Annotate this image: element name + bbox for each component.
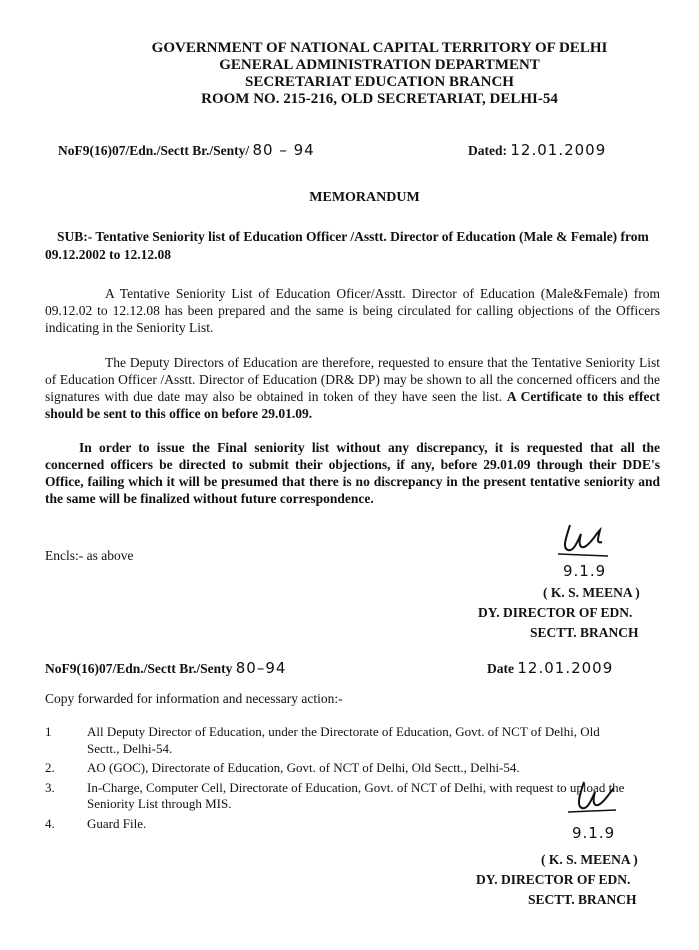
- signatory-branch: SECTT. BRANCH: [528, 892, 637, 907]
- handwritten-date: 12.01.2009: [510, 141, 607, 159]
- letterhead-line-2: GENERAL ADMINISTRATION DEPARTMENT: [219, 57, 540, 73]
- signatory-branch: SECTT. BRANCH: [530, 625, 639, 640]
- handwritten-reference: 80 – 94: [252, 141, 315, 159]
- letterhead: [0, 40, 699, 108]
- date-label: Dated:: [468, 143, 507, 158]
- letterhead-line-3: SECRETARIAT EDUCATION BRANCH: [245, 74, 514, 90]
- list-item-number: 3.: [45, 779, 55, 795]
- date-bottom: [487, 659, 613, 677]
- paragraph-1: A Tentative Seniority List of Education Oficer/Asstt. Director of Education (Male&Female) from 09.12.02 to 12.12.08 has been prepared and the same is being circulated for calling objections of the Officers indicating in the Seniority List.: [45, 286, 660, 335]
- signature-2-date: 9.1.9: [572, 824, 616, 842]
- handwritten-date-bottom: 12.01.2009: [517, 659, 614, 677]
- enclosure-note: Encls:- as above: [45, 548, 134, 563]
- reference-number-top: [58, 141, 315, 159]
- letterhead-line-1: GOVERNMENT OF NATIONAL CAPITAL TERRITORY OF DELHI: [151, 40, 608, 56]
- list-item-number: 1: [45, 724, 52, 739]
- reference-prefix: NoF9(16)07/Edn./Sectt Br./Senty/: [58, 143, 250, 158]
- list-item-text: AO (GOC), Directorate of Education, Govt. of NCT of Delhi, Old Sectt., Delhi-54.: [87, 760, 520, 775]
- letterhead-line-4: ROOM NO. 215-216, OLD SECRETARIAT, DELHI-54: [201, 91, 558, 107]
- signatory-designation: DY. DIRECTOR OF EDN.: [478, 605, 633, 620]
- document-title: MEMORANDUM: [309, 190, 420, 205]
- paragraph-3: In order to issue the Final seniority list without any discrepancy, it is requested that all the concerned officers be directed to submit their objections, if any, before 29.01.09 through their DDE's Office, failing which it will be presumed that there is no discrepancy in the present tentative seniority and the same will be finalized without future correspondence.: [45, 440, 660, 506]
- signature-block-1: [468, 583, 668, 643]
- signatory-designation: DY. DIRECTOR OF EDN.: [476, 872, 631, 887]
- list-item-text: Guard File.: [87, 815, 147, 831]
- signature-1-date: 9.1.9: [563, 562, 607, 580]
- list-item-text: All Deputy Director of Education, under the Directorate of Education, Govt. of NCT of Delhi, Old Sectt., Delhi-54.: [87, 724, 600, 756]
- paragraph-2-text: The Deputy Directors of Education are therefore, requested to ensure that the Tentative Seniority List of Education Officer /Asstt. Director of Education (DR& DP) may be shown to all the concerned officers and the signatures with due date may also be obtained in token of they have seen the list.: [45, 355, 660, 404]
- paragraph-2-certificate: A Certificate to this effect should be sent to this office on before 29.01.09.: [45, 389, 660, 421]
- list-item: [45, 760, 660, 777]
- list-item-number: 4.: [45, 815, 55, 831]
- handwritten-reference-bottom: 80–94: [235, 659, 287, 677]
- reference-prefix-bottom: NoF9(16)07/Edn./Sectt Br./Senty: [45, 661, 233, 676]
- reference-number-bottom: [45, 659, 286, 677]
- signature-block-2: [476, 850, 676, 910]
- signatory-name: ( K. S. MEENA ): [543, 585, 640, 600]
- list-item: [45, 724, 660, 757]
- date-top: [468, 141, 606, 159]
- copy-forwarded-line: Copy forwarded for information and necessary action:-: [45, 691, 343, 706]
- date-label-bottom: Date: [487, 661, 514, 676]
- subject-line: SUB:- Tentative Seniority list of Education Officer /Asstt. Director of Education (Male & Female) from 09.12.2002 to 12.12.08: [45, 229, 649, 262]
- list-item-text: In-Charge, Computer Cell, Directorate of Education, Govt. of NCT of Delhi, with request to upload the Seniority List through MIS.: [87, 779, 625, 811]
- list-item-number: 2.: [45, 760, 55, 775]
- signatory-name: ( K. S. MEENA ): [541, 852, 638, 867]
- paragraph-2: [45, 354, 660, 422]
